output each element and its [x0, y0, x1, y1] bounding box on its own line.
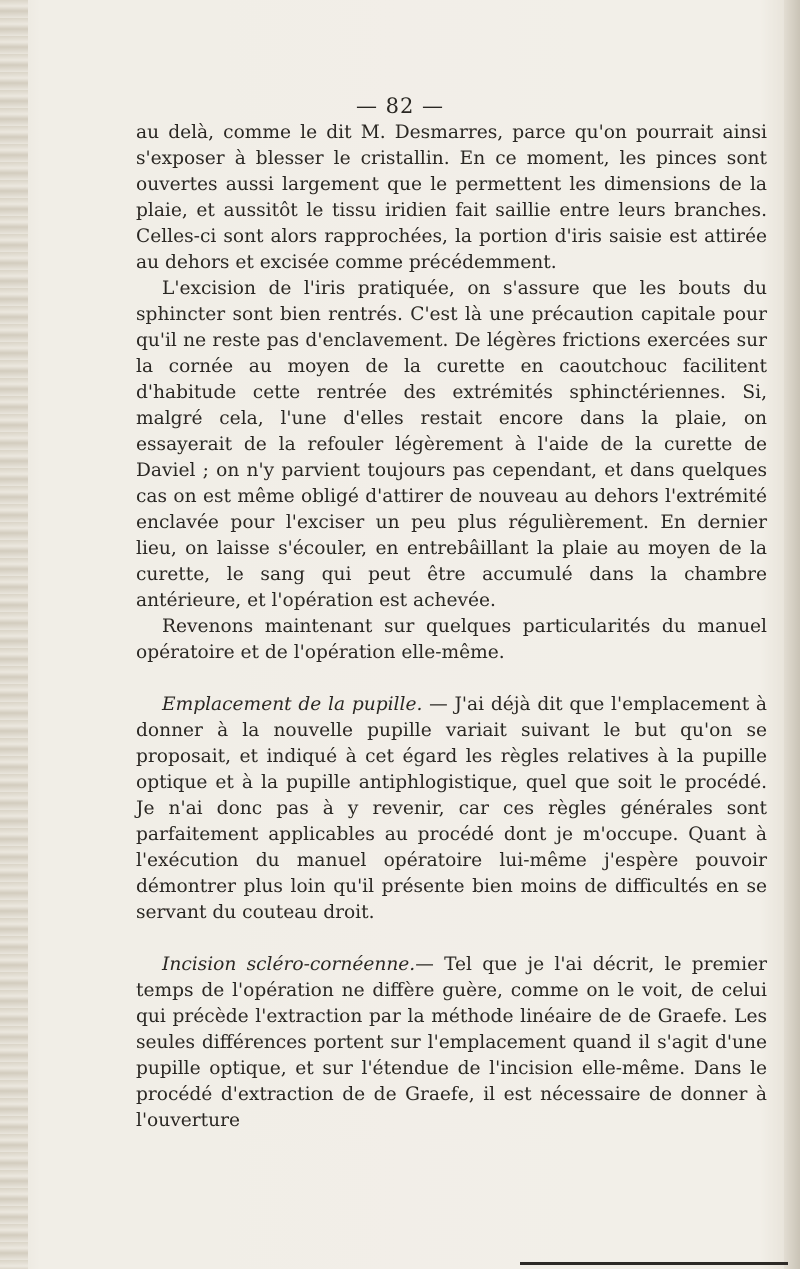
paragraph-incision-text: — Tel que je l'ai décrit, le premier temps de l'opération ne diffère guère, comme on le voit, de celui qui précède l'extraction par la méthode linéaire de de Graefe. Les seules différences portent sur l'emplacement quand il s'agit d'une pupille optique, et sur l'étendue de l'incision elle-même. Dans le procédé d'extraction de de Graefe, il est nécessaire de donner à l'ouverture [136, 954, 767, 1131]
paragraph-incision [136, 952, 767, 1134]
paragraph-emplacement-text: — J'ai déjà dit que l'emplacement à donner à la nouvelle pupille variait suivant le but qu'on se proposait, et indiqué à cet égard les règles relatives à la pupille optique et à la pupille antiphlogistique, quel que soit le procédé. Je n'ai donc pas à y revenir, car ces règles générales sont parfaitement applicables au procédé dont je m'occupe. Quant à l'exécution du manuel opératoire lui-même j'espère pouvoir démontrer plus loin qu'il présente bien moins de difficultés en se servant du couteau droit. [136, 694, 767, 923]
paragraph-revenons: Revenons maintenant sur quelques particularités du manuel opératoire et de l'opération elle-même. [136, 616, 767, 663]
paragraph-excision: L'excision de l'iris pratiquée, on s'assure que les bouts du sphincter sont bien rentrés. C'est là une précaution capitale pour qu'il ne reste pas d'enclavement. De légères frictions exercées sur la cornée au moyen de la curette en caoutchouc facilitent d'habitude cette rentrée des extrémités sphinctériennes. Si, malgré cela, l'une d'elles restait encore dans la plaie, on essayerait de la refouler légèrement à l'aide de la curette de Daviel ; on n'y parvient toujours pas cependant, et dans quelques cas on est même obligé d'attirer de nouveau au dehors l'extrémité enclavée pour l'exciser un peu plus régulièrement. En dernier lieu, on laisse s'écouler, en entrebâillant la plaie au moyen de la curette, le sang qui peut être accumulé dans la chambre antérieure, et l'opération est achevée. [136, 278, 767, 611]
paragraph-continuation: au delà, comme le dit M. Desmarres, parce qu'on pourrait ainsi s'exposer à blesser le cristallin. En ce moment, les pinces sont ouvertes aussi largement que le permettent les dimensions de la plaie, et aussitôt le tissu iridien fait saillie entre leurs branches. Celles-ci sont alors rapprochées, la portion d'iris saisie est attirée au dehors et excisée comme précédemment. [136, 122, 767, 273]
body-text [136, 120, 767, 1134]
page-right-edge [784, 0, 800, 1269]
section-heading-incision: Incision scléro-cornéenne. [162, 954, 416, 975]
page-number: — 82 — [355, 94, 445, 118]
paragraph-emplacement [136, 692, 767, 926]
page-binding-edge [0, 0, 28, 1269]
bottom-edge-rule [520, 1262, 788, 1265]
section-heading-emplacement: Emplacement de la pupille. [162, 694, 423, 715]
